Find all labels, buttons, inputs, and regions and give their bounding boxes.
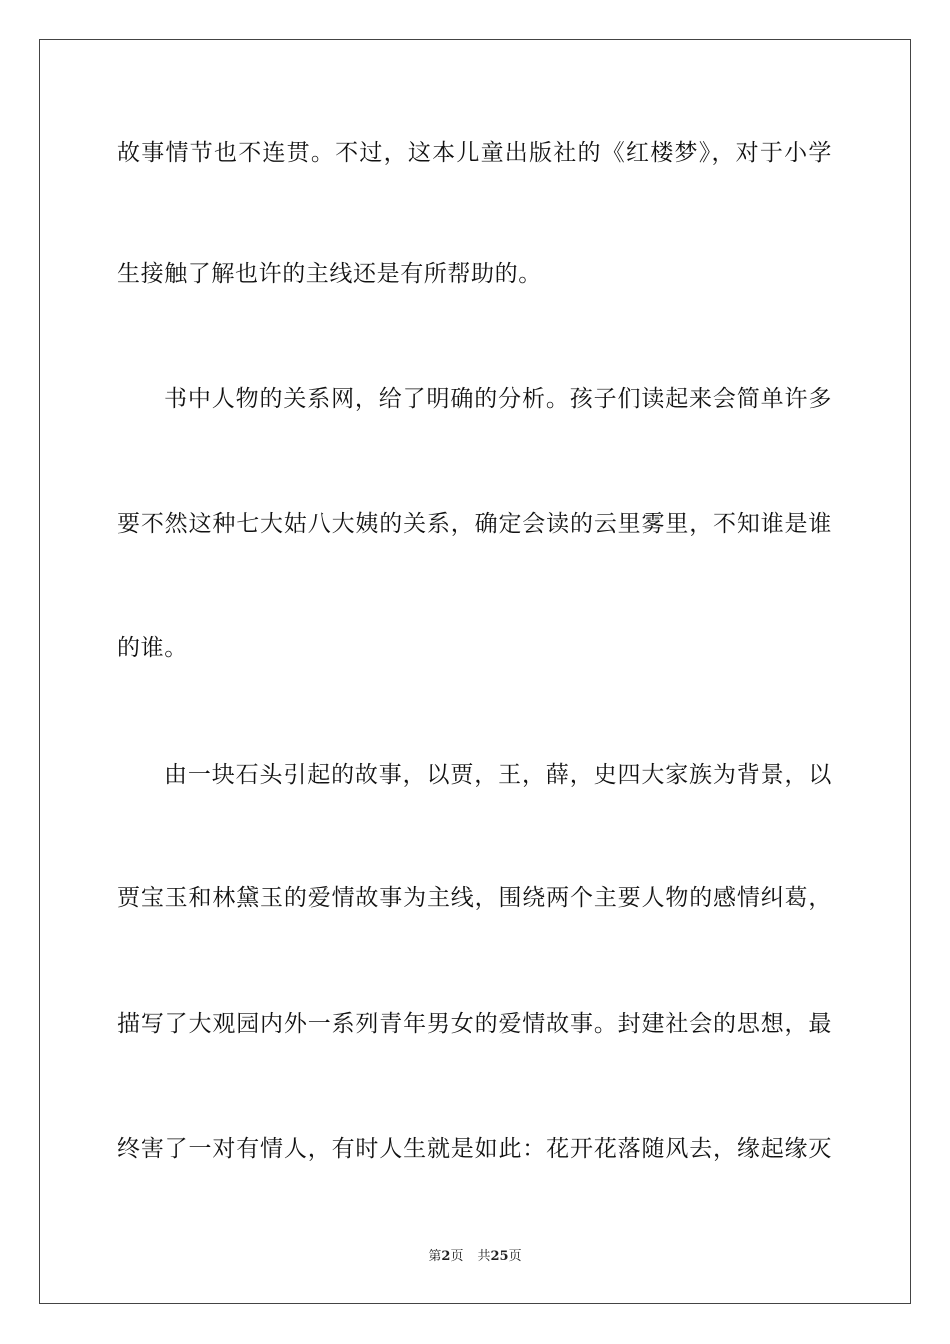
body-line-3: 书中人物的关系网，给了明确的分析。孩子们读起来会简单许多 bbox=[164, 386, 832, 412]
page-footer bbox=[0, 1248, 950, 1266]
page-frame bbox=[39, 39, 911, 1304]
total-prefix: 共 bbox=[477, 1249, 491, 1264]
page-unit: 页 bbox=[450, 1249, 464, 1264]
page-number: 2 bbox=[441, 1249, 451, 1264]
body-line-8: 描写了大观园内外一系列青年男女的爱情故事。封建社会的思想，最 bbox=[117, 1011, 832, 1037]
body-line-5: 的谁。 bbox=[117, 635, 188, 661]
body-line-6: 由一块石头引起的故事，以贾，王，薛，史四大家族为背景，以 bbox=[164, 762, 832, 788]
body-line-1: 故事情节也不连贯。不过，这本儿童出版社的《红楼梦》，对于小学 bbox=[117, 140, 832, 166]
body-line-9: 终害了一对有情人，有时人生就是如此：花开花落随风去，缘起缘灭 bbox=[117, 1136, 832, 1162]
total-pages: 25 bbox=[490, 1249, 509, 1264]
body-line-7: 贾宝玉和林黛玉的爱情故事为主线，围绕两个主要人物的感情纠葛， bbox=[117, 885, 832, 911]
total-unit: 页 bbox=[508, 1249, 522, 1264]
body-line-2: 生接触了解也许的主线还是有所帮助的。 bbox=[117, 261, 542, 287]
body-line-4: 要不然这种七大姑八大姨的关系，确定会读的云里雾里，不知谁是谁 bbox=[117, 511, 832, 537]
page-prefix: 第 bbox=[428, 1249, 442, 1264]
